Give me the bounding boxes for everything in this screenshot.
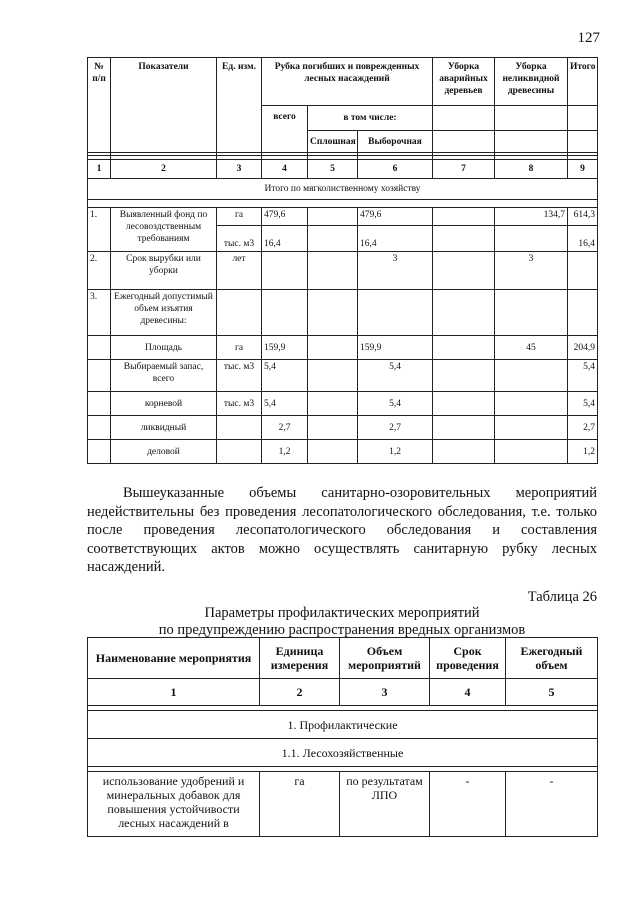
row-name: Ежегодный допустимый объем изъятия древесины:	[111, 290, 217, 336]
row-name: Срок вырубки или уборки	[111, 252, 217, 290]
table-row	[88, 772, 598, 837]
cell-selective: 2,7	[358, 416, 433, 440]
header-total: Итого	[568, 58, 598, 106]
felling-indicators-table	[87, 57, 598, 464]
col-num: 8	[495, 160, 568, 179]
row-unit: га	[217, 208, 262, 226]
row-unit: га	[217, 336, 262, 360]
section-forestry: 1.1. Лесохозяйственные	[88, 739, 598, 767]
cell-all: 159,9	[262, 336, 308, 360]
table-title-line: Параметры профилактических мероприятий	[204, 605, 480, 621]
header-name: Наименование мероприятия	[88, 638, 260, 679]
header-unit: Ед. изм.	[217, 58, 262, 153]
table-row	[88, 290, 598, 336]
col-num: 1	[88, 160, 111, 179]
table-row	[88, 440, 598, 464]
cell-all: 2,7	[262, 416, 308, 440]
cell-illiquid: 45	[495, 336, 568, 360]
cell-total: 5,4	[568, 392, 598, 416]
cell-selective: 159,9	[358, 336, 433, 360]
row-name: корневой	[111, 392, 217, 416]
header-volume: Объем мероприятий	[340, 638, 430, 679]
header-num: № п/п	[88, 58, 111, 153]
cell-all: 16,4	[262, 226, 308, 252]
cell-total: 16,4	[568, 226, 598, 252]
section-title: Итого по мягколиственному хозяйству	[88, 179, 598, 200]
cell-all: 1,2	[262, 440, 308, 464]
section-preventive: 1. Профилактические	[88, 711, 598, 739]
col-num: 1	[88, 679, 260, 706]
row-unit: тыс. м3	[217, 360, 262, 392]
row-name: Выбираемый запас, всего	[111, 360, 217, 392]
header-unit: Единица измерения	[260, 638, 340, 679]
col-num: 4	[262, 160, 308, 179]
header-clear: Сплошная	[308, 131, 358, 153]
cell-selective: 5,4	[358, 360, 433, 392]
table-row	[88, 416, 598, 440]
header-selective: Выборочная	[358, 131, 433, 153]
cell-all: 5,4	[262, 360, 308, 392]
table-row	[88, 336, 598, 360]
col-num: 3	[217, 160, 262, 179]
table-row	[88, 360, 598, 392]
col-num: 9	[568, 160, 598, 179]
prevention-measures-table	[87, 637, 598, 837]
row-unit: тыс. м3	[217, 392, 262, 416]
measure-term: -	[430, 772, 506, 837]
header-indicators: Показатели	[111, 58, 217, 153]
header-annual: Ежегодный объем	[506, 638, 598, 679]
cell-illiquid: 134,7	[495, 208, 568, 226]
cell-total: 614,3	[568, 208, 598, 226]
page-number: 127	[577, 30, 600, 46]
cell-total: 204,9	[568, 336, 598, 360]
table-row	[88, 252, 598, 290]
measure-unit: га	[260, 772, 340, 837]
row-name: Площадь	[111, 336, 217, 360]
row-unit: тыс. м3	[217, 226, 262, 252]
measure-annual: -	[506, 772, 598, 837]
cell-total: 2,7	[568, 416, 598, 440]
cell-selective: 5,4	[358, 392, 433, 416]
table-label: Таблица 26	[527, 589, 597, 605]
cell-selective: 16,4	[358, 226, 433, 252]
col-num: 2	[260, 679, 340, 706]
cell-selective: 479,6	[358, 208, 433, 226]
cell-selective: 1,2	[358, 440, 433, 464]
header-emergency: Уборка аварийных деревьев	[433, 58, 495, 106]
cell-illiquid: 3	[495, 252, 568, 290]
header-felling: Рубка погибших и поврежденных лесных насаждений	[262, 58, 433, 106]
cell-total: 5,4	[568, 360, 598, 392]
cell-all: 5,4	[262, 392, 308, 416]
row-number: 1.	[88, 208, 111, 252]
col-num: 6	[358, 160, 433, 179]
table-row	[88, 208, 598, 226]
cell-selective: 3	[358, 252, 433, 290]
row-number: 2.	[88, 252, 111, 290]
header-all: всего	[262, 106, 308, 153]
row-name: Выявленный фонд по лесовоздственным требованиям	[111, 208, 217, 252]
header-including: в том числе:	[308, 106, 433, 131]
measure-volume: по результатам ЛПО	[340, 772, 430, 837]
cell-all: 479,6	[262, 208, 308, 226]
row-name: ликвидный	[111, 416, 217, 440]
cell-total: 1,2	[568, 440, 598, 464]
table-title-line: по предупреждению распространения вредных организмов	[158, 622, 526, 638]
table-title	[87, 605, 597, 639]
col-num: 7	[433, 160, 495, 179]
col-num: 5	[308, 160, 358, 179]
col-num: 5	[506, 679, 598, 706]
col-num: 2	[111, 160, 217, 179]
col-num: 3	[340, 679, 430, 706]
row-name: деловой	[111, 440, 217, 464]
paragraph-text: Вышеуказанные объемы санитарно-озоровительных мероприятий недействительны без проведения лесопатологического обследования, т.е. только после проведения лесопатологического обследования и составления соответствующих актов можно осуществлять санитарную рубку лесных насаждений.	[87, 485, 597, 575]
table-row	[88, 392, 598, 416]
row-number: 3.	[88, 290, 111, 336]
col-num: 4	[430, 679, 506, 706]
body-paragraph	[87, 484, 597, 577]
header-term: Срок проведения	[430, 638, 506, 679]
row-unit: лет	[217, 252, 262, 290]
header-illiquid: Уборка неликвидной древесины	[495, 58, 568, 106]
measure-name: использование удобрений и минеральных добавок для повышения устойчивости лесных насаждений в	[88, 772, 260, 837]
